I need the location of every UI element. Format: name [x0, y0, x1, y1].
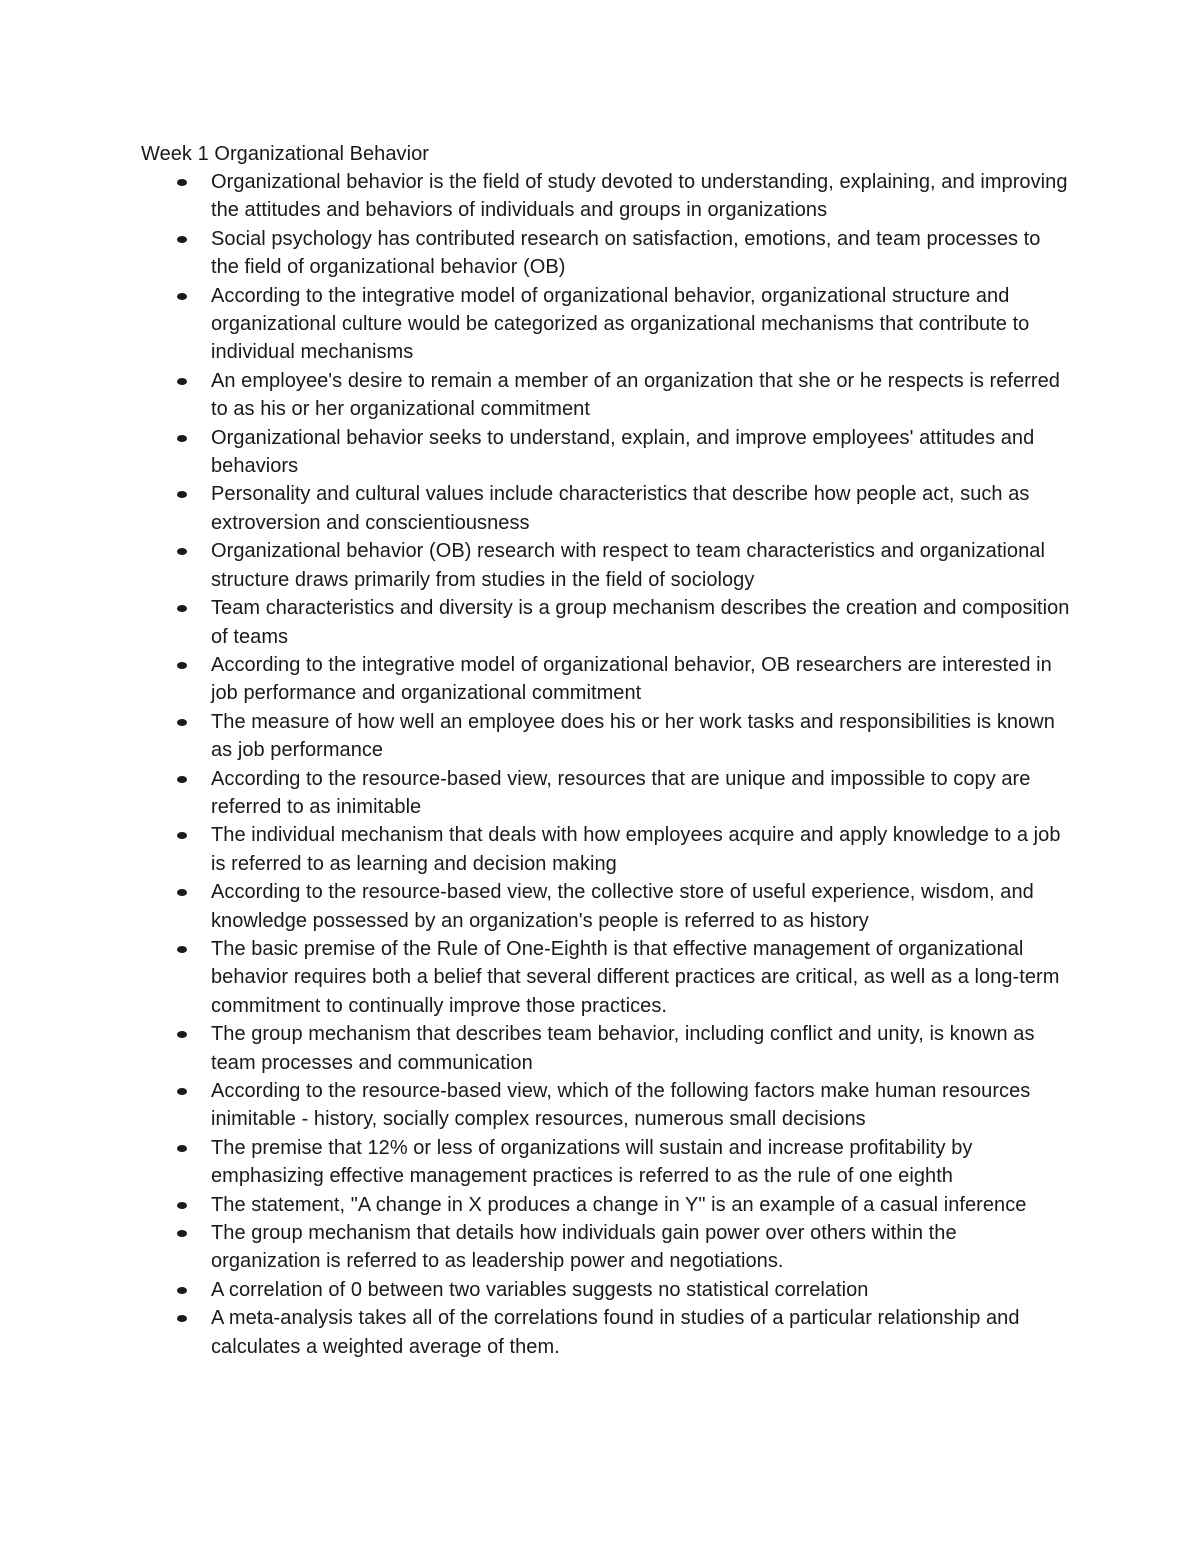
list-item: [141, 935, 1071, 1020]
list-item: [141, 282, 1071, 367]
bullet-icon: [177, 1202, 187, 1209]
list-item: [141, 168, 1071, 225]
bullet-icon: [177, 236, 187, 243]
list-item: [141, 878, 1071, 935]
list-item: [141, 1134, 1071, 1191]
bullet-icon: [177, 293, 187, 300]
document-page: [141, 140, 1071, 1361]
document-title: Week 1 Organizational Behavior: [141, 143, 429, 165]
bullet-icon: [177, 605, 187, 612]
list-item-text: According to the integrative model of organizational behavior, OB researchers are interested in job performance and organizational commitment: [211, 653, 1052, 705]
list-item-text: According to the resource-based view, the collective store of useful experience, wisdom, and knowledge possessed by an organization's people is referred to as history: [211, 881, 1034, 932]
bullet-icon: [177, 179, 187, 186]
list-item-text: Personality and cultural values include characteristics that describe how people act, such as extroversion and conscientiousness: [211, 483, 1030, 534]
bullet-icon: [177, 776, 187, 783]
list-item: [141, 225, 1071, 282]
list-item: [141, 537, 1071, 594]
list-item: [141, 1020, 1071, 1077]
list-item: [141, 708, 1071, 765]
list-item: [141, 424, 1071, 481]
list-item-text: Social psychology has contributed research on satisfaction, emotions, and team processes to the field of organizational behavior (OB): [211, 227, 1041, 279]
bullet-icon: [177, 1088, 187, 1095]
bullet-icon: [177, 889, 187, 896]
list-item-text: According to the integrative model of organizational behavior, organizational structure and organizational culture would be categorized as organizational mechanisms that contribute to individual mechanisms: [211, 284, 1030, 364]
list-item: [141, 651, 1071, 708]
bullet-icon: [177, 1315, 187, 1322]
list-item: [141, 765, 1071, 822]
bullet-icon: [177, 1145, 187, 1152]
list-item-text: A correlation of 0 between two variables suggests no statistical correlation: [211, 1278, 869, 1301]
list-item-text: Organizational behavior seeks to understand, explain, and improve employees' attitudes and behaviors: [211, 426, 1035, 478]
bullet-icon: [177, 435, 187, 442]
list-item-text: Organizational behavior (OB) research with respect to team characteristics and organizational structure draws primarily from studies in the field of sociology: [211, 540, 1045, 591]
bullet-icon: [177, 1031, 187, 1038]
list-item-text: Team characteristics and diversity is a group mechanism describes the creation and composition of teams: [211, 597, 1070, 648]
list-item: [141, 1219, 1071, 1276]
bullet-icon: [177, 832, 187, 839]
list-item: [141, 1304, 1071, 1361]
list-item: [141, 1191, 1071, 1219]
list-item-text: The premise that 12% or less of organizations will sustain and increase profitability by emphasizing effective management practices is referred to as the rule of one eighth: [211, 1136, 973, 1188]
list-item: [141, 480, 1071, 537]
list-item-text: A meta-analysis takes all of the correlations found in studies of a particular relationship and calculates a weighted average of them.: [211, 1307, 1020, 1358]
bullet-icon: [177, 1230, 187, 1237]
notes-list: [141, 168, 1071, 1361]
bullet-icon: [177, 946, 187, 953]
list-item-text: The basic premise of the Rule of One-Eighth is that effective management of organizational behavior requires both a belief that several different practices are critical, as well as a long-term commitment to continually improve those practices.: [211, 937, 1060, 1017]
list-item-text: The group mechanism that describes team behavior, including conflict and unity, is known as team processes and communication: [211, 1023, 1035, 1074]
list-item-text: The group mechanism that details how individuals gain power over others within the organization is referred to as leadership power and negotiations.: [211, 1222, 957, 1273]
list-item-text: The statement, "A change in X produces a change in Y" is an example of a casual inference: [211, 1193, 1027, 1216]
list-item-text: Organizational behavior is the field of study devoted to understanding, explaining, and improving the attitudes and behaviors of individuals and groups in organizations: [211, 171, 1068, 222]
bullet-icon: [177, 1287, 187, 1294]
list-item: [141, 594, 1071, 651]
list-item: [141, 821, 1071, 878]
list-item-text: An employee's desire to remain a member of an organization that she or he respects is referred to as his or her organizational commitment: [211, 369, 1060, 421]
bullet-icon: [177, 548, 187, 555]
list-item: [141, 1276, 1071, 1304]
list-item-text: The measure of how well an employee does his or her work tasks and responsibilities is known as job performance: [211, 710, 1055, 762]
list-item: [141, 1077, 1071, 1134]
bullet-icon: [177, 719, 187, 726]
list-item: [141, 367, 1071, 424]
bullet-icon: [177, 491, 187, 498]
list-item-text: According to the resource-based view, which of the following factors make human resources inimitable - history, socially complex resources, numerous small decisions: [211, 1080, 1031, 1131]
list-item-text: According to the resource-based view, resources that are unique and impossible to copy are referred to as inimitable: [211, 767, 1031, 818]
bullet-icon: [177, 378, 187, 385]
list-item-text: The individual mechanism that deals with how employees acquire and apply knowledge to a job is referred to as learning and decision making: [211, 824, 1061, 875]
bullet-icon: [177, 662, 187, 669]
